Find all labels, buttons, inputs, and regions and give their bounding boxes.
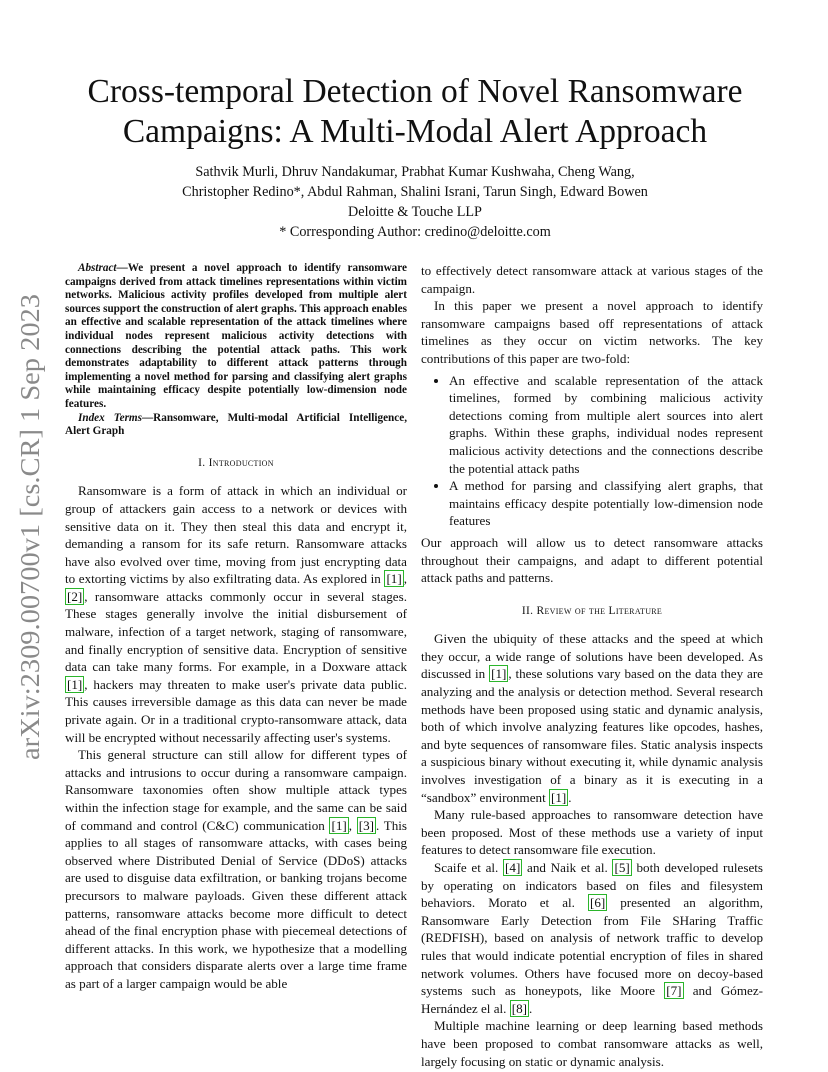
citation-link[interactable]: [1] [491,666,507,682]
abstract-text: —We present a novel approach to identify ransomware campaigns derived from attack timelines representations within victim networks. Malicious activity profiles developed from multiple alert sources support the construction of alert graphs. This approach enables an effective and scalable representation of the attack timelines where individual nodes represent malicious activity detections with connections describing the potential attack paths. This work demonstrates adaptability to different attack patterns through implementing a novel method for parsing and classifying alert graphs while maintaining efficacy despite potentially low-dimension node features. [65,262,407,410]
authors-line-1: Sathvik Murli, Dhruv Nandakumar, Prabhat Kumar Kushwaha, Cheng Wang, [195,164,635,180]
citation-link[interactable]: [1] [331,817,347,833]
review-paragraph-1: Given the ubiquity of these attacks and the speed at which they occur, a wide range of solutions have been developed. As discussed in [1] , these solutions vary based on the data they are analyzing and the analysis or detection method. Several research methods have been proposed using static and dynamic analysis, both of which involve analyzing features like opcodes, hashes, and byte sequences of ransomware files. Static analysis inspects a suspicious binary without executing it, while dynamic analysis involves investigation of a binary as it is executing in a “sandbox” environment [1] . [421,631,763,805]
intro-continuation: to effectively detect ransomware attack at various stages of the campaign. [421,263,763,296]
citation-link[interactable]: [1] [551,789,567,805]
author-block [60,162,770,242]
title-line-1: Cross-temporal Detection of Novel Ransomware [87,73,743,110]
right-column [421,262,763,1070]
left-column [65,262,407,993]
review-paragraph-3: Scaife et al. [4] and Naik et al. [5] both developed rulesets by operating on indicators based on files and filesystem behaviors. Morato et al. [6] presented an algorithm, Ransomware Early Detection from File SHaring Traffic (REDFISH), based on analysis of network traffic to develop rules that would indicate potential encryption of files in shared network volumes. Others have focused more on decoy-based systems such as honeypots, like Moore [7] and Gómez-Hernández el al. [8] . [421,860,763,1016]
review-paragraph-2: Many rule-based approaches to ransomware detection have been proposed. Most of these methods use a variety of input features to detect ransomware file execution. [421,807,763,858]
abstract [65,262,407,412]
abstract-label: Abstract [78,262,117,274]
arxiv-sidebar [14,294,46,760]
citation-link[interactable]: [2] [67,588,83,604]
index-terms-text: —Ransomware, Multi-modal Artificial Intelligence, Alert Graph [65,411,407,438]
intro-paragraph-3: In this paper we present a novel approach to identify ransomware campaigns based off representations of attack timelines as they occur on victim networks. The key contributions of this paper are two-fold: [421,298,763,366]
intro-paragraph-4: Our approach will allow us to detect ransomware attacks throughout their campaigns, and adapt to different potential attack paths and patterns. [421,534,763,586]
citation-link[interactable]: [8] [511,1000,527,1016]
list-item: • A method for parsing and classifying alert graphs, that maintains efficacy despite potentially low-dimension node features [449,477,763,530]
citation-link[interactable]: [1] [67,676,83,692]
affiliation: Deloitte & Touche LLP [348,204,482,220]
section-heading-introduction: I. Introduction [198,456,274,469]
paper-title [60,72,770,152]
contribution-list [421,372,763,530]
citation-link[interactable]: [7] [666,983,682,999]
citation-link[interactable]: [1] [386,571,402,587]
index-terms-label: Index Terms [78,411,142,424]
intro-paragraph-2: This general structure can still allow for different types of attacks and intrusions to occur during a ransomware campaign. Ransomware taxonomies often show multiple attack types within the infection stage for example, and the same can be said of command and control (C&C) communication [1] , [3] . This applies to all stages of ransomware attacks, with cases being observed where Distributed Denial of Service (DDoS) attacks are used to disguise data exfiltration, or banking trojans become precursors to malware payloads. Given these different attack patterns, ransomware attacks become more difficult to detect ahead of the final encryption phase with piecemeal detections of different attacks. In this work, we hypothesize that a modelling approach that considers disparate alerts over a large time frame as part of a larger campaign would be able [65,747,408,991]
review-paragraph-4: Multiple machine learning or deep learning based methods have been proposed to combat ransomware attacks as well, largely focusing on static or dynamic analysis. [421,1018,763,1069]
intro-paragraph-1: Ransomware is a form of attack in which an individual or group of attackers gain access to a network or devices with sensitive data on it. They then steal this data and encrypt it, demanding a ransom for its safe return. Ransomware attacks have also evolved over time, moving from just encrypting data to extorting victims by also exfiltrating data. As explored in [1] , [2] , ransomware attacks commonly occur in several stages. These stages generally involve the initial disbursement of malware, infection of a target network, staging of ransomware, and finally encryption of sensitive data. Encryption of sensitive data can take many forms. For example, in a Doxware attack [1] , hackers may threaten to make user's private data public. This causes irreversible damage as this data can never be made private again. Or in a traditional crypto-ransomware attack, data will be encrypted without necessarily affecting user's systems. [65,483,407,745]
corresponding-author: * Corresponding Author: credino@deloitte.com [279,224,551,240]
section-heading-review: II. Review of the Literature [521,604,663,617]
citation-link[interactable]: [6] [589,895,606,911]
list-item: • An effective and scalable representation of the attack timelines, formed by combining malicious activity detections coming from multiple alert sources into alert graphs. Within these graphs, individual nodes represent malicious activity detections and the connections describe the potential attack paths [449,372,763,478]
arxiv-identifier: arXiv:2309.00700v1 [cs.CR] 1 Sep 2023 [14,309,45,760]
citation-link[interactable]: [3] [358,817,375,833]
authors-line-2: Christopher Redino*, Abdul Rahman, Shalini Israni, Tarun Singh, Edward Bowen [182,184,648,200]
index-terms [65,412,407,439]
citation-link[interactable]: [4] [505,860,521,875]
citation-link[interactable]: [5] [614,860,630,875]
title-line-2: Campaigns: A Multi-Modal Alert Approach [122,113,708,150]
